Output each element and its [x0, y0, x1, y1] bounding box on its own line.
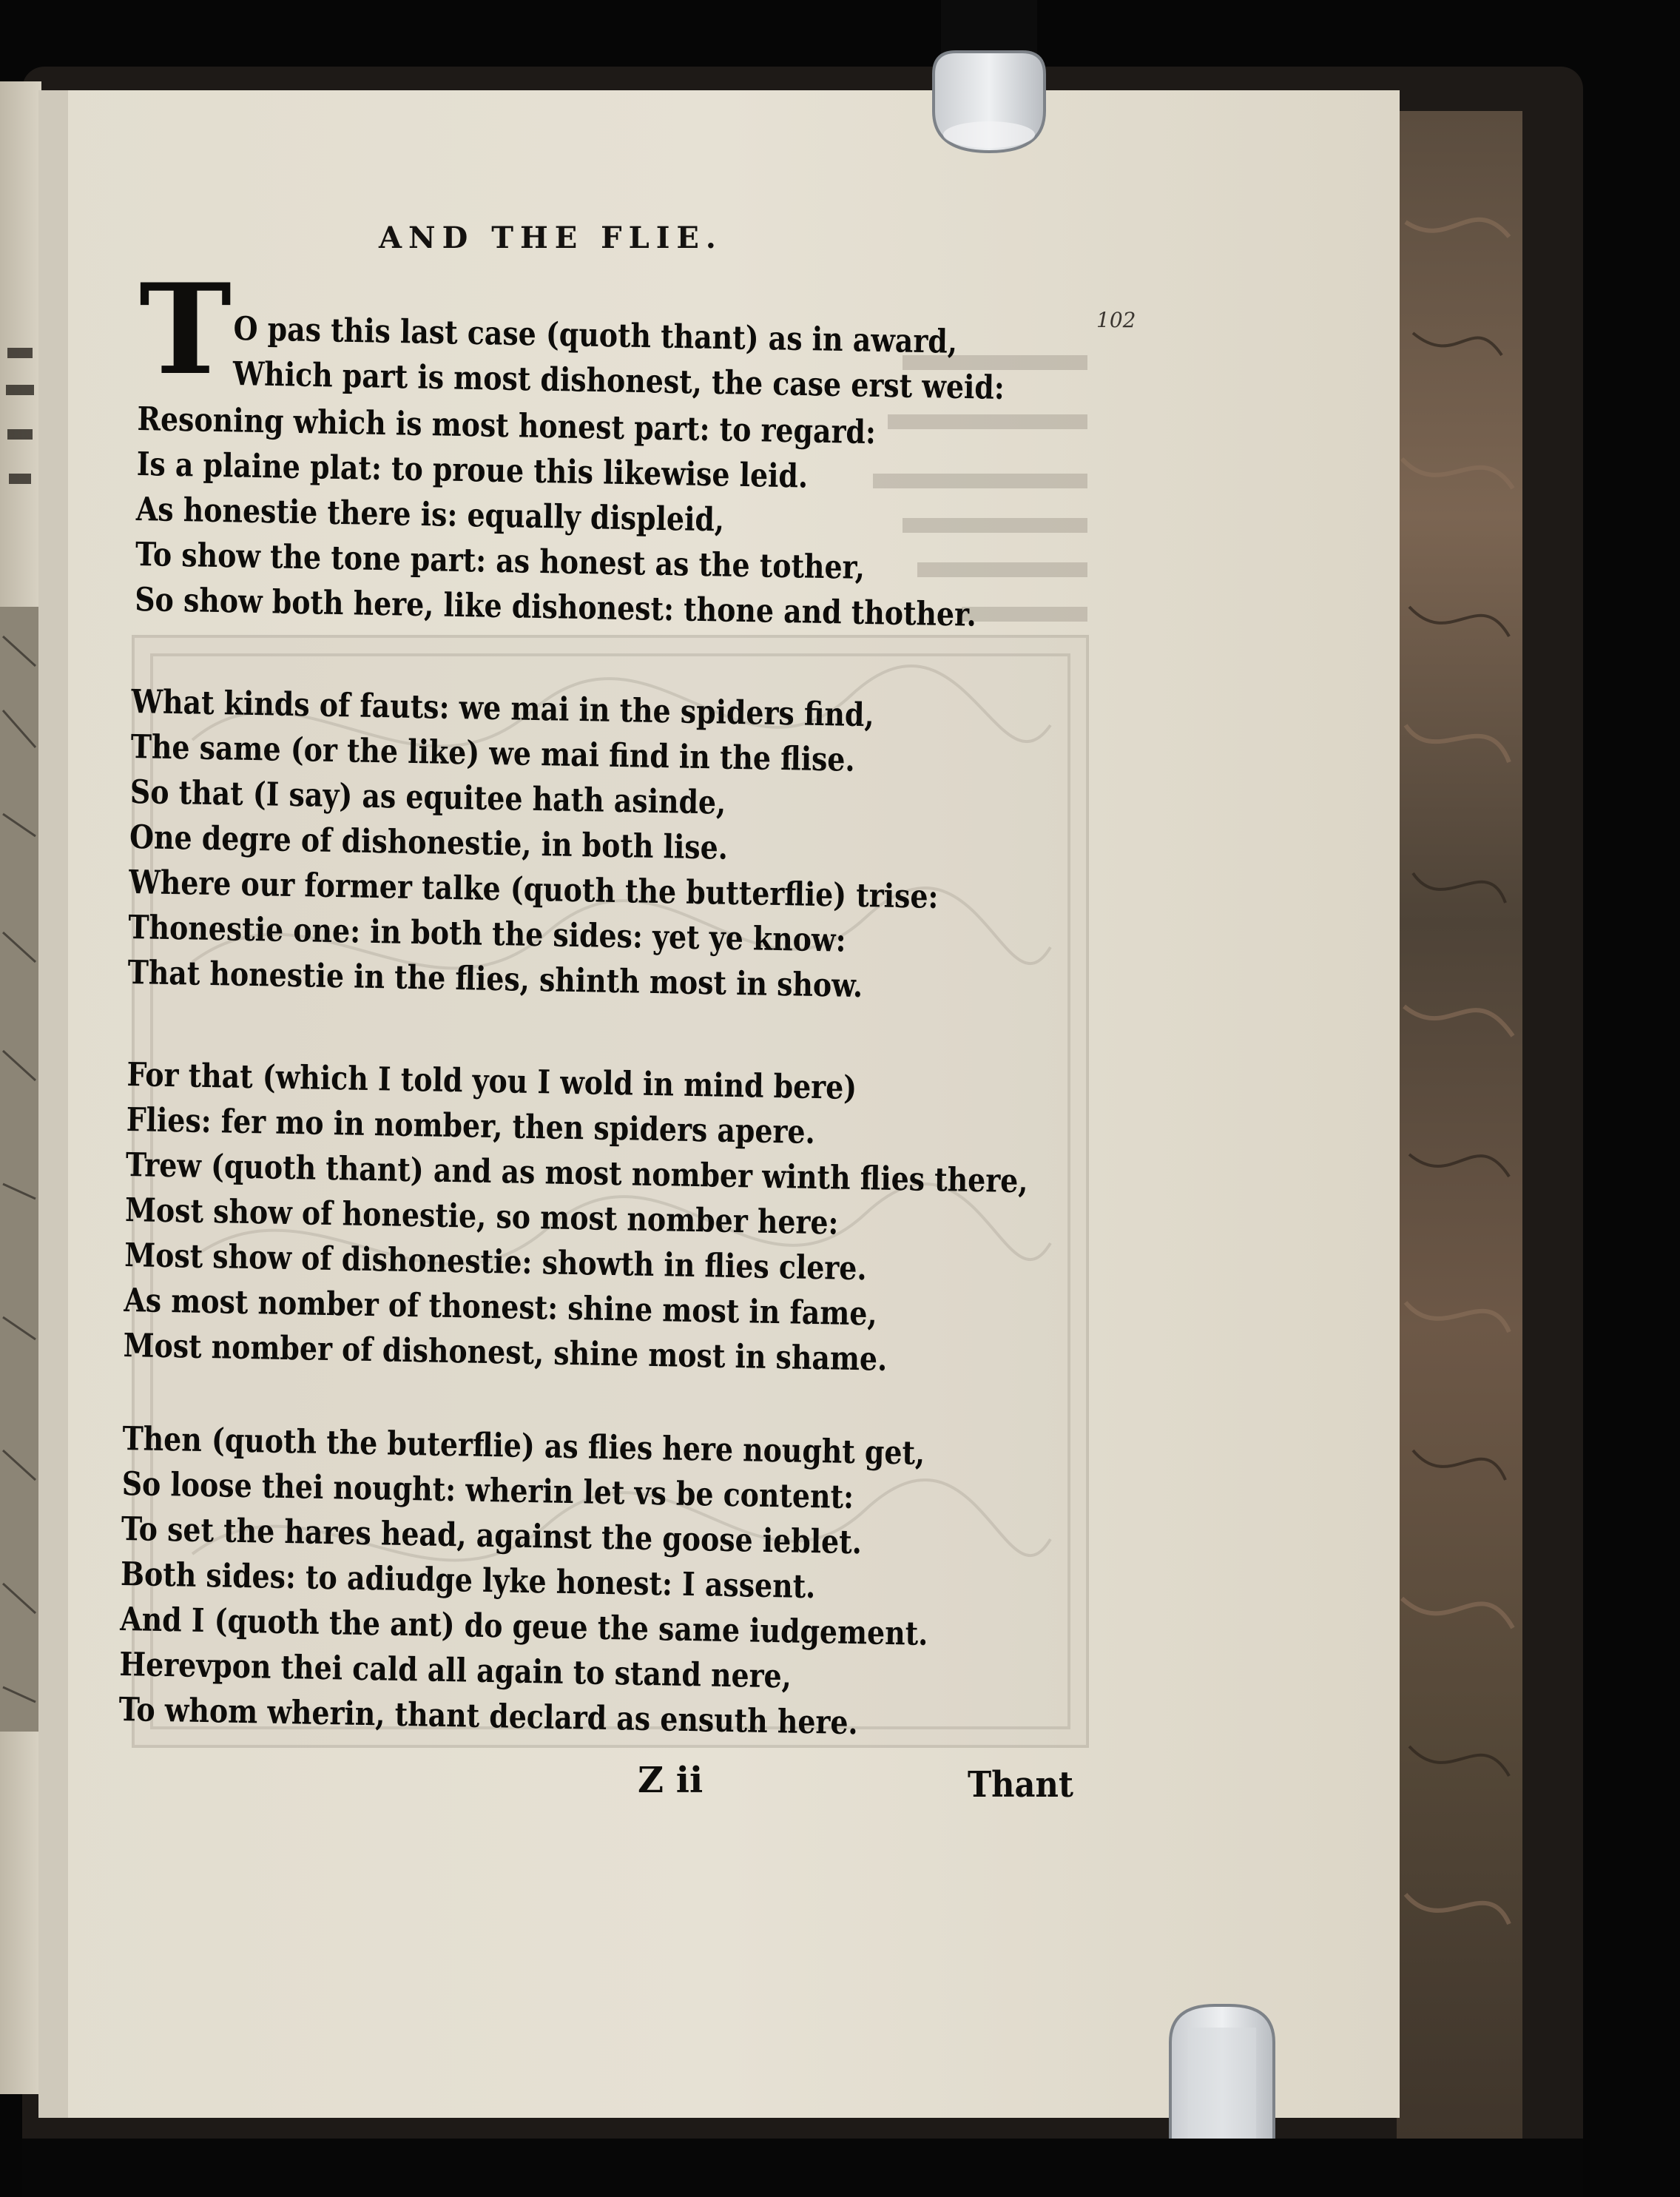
verse-line: So loose thei nought: wherin let vs be content: [121, 1464, 854, 1517]
verse-line: To whom wherin, thant declard as ensuth here. [118, 1690, 859, 1743]
folio-number: 102 [1096, 308, 1136, 332]
stanza-4 [118, 1416, 931, 1747]
stanza-1-opening [232, 306, 1005, 411]
running-head: AND THE FLIE. [379, 221, 723, 255]
verse-line: Thonestie one: in both the sides: yet ye know: [128, 908, 846, 960]
verse-line: To set the hares head, against the goose ieblet. [121, 1510, 863, 1562]
verse-line: Most show of honestie, so most nomber here: [124, 1191, 839, 1242]
stanza-2 [127, 679, 941, 1010]
stanza-1 [135, 397, 979, 638]
catchword: Thant [968, 1764, 1073, 1806]
verse-line: Resoning which is most honest part: to regard: [137, 400, 877, 452]
drop-capital: T [139, 256, 232, 403]
verse-line: To show the tone part: as honest as the tother, [135, 535, 866, 587]
verse-line: Herevpon thei cald all again to stand nere, [119, 1645, 792, 1696]
verse-line: One degre of dishonestie, in both lise. [129, 818, 729, 867]
verse-line: So show both here, like dishonest: thone and thother. [134, 580, 977, 634]
verse-line: Is a plaine plat: to proue this likewise leid. [136, 445, 809, 496]
verse-line: As most nomber of thonest: shine most in fame, [124, 1281, 877, 1333]
verse-line: Trew (quoth thant) and as most nomber winth flies there, [125, 1145, 1028, 1201]
verse-line: Which part is most dishonest, the case erst weid: [232, 354, 1005, 408]
verse-line: Where our former talke (quoth the butterflie) trise: [128, 863, 939, 916]
verse-line: Most nomber of dishonest, shine most in shame. [123, 1326, 888, 1379]
verse-line: That honestie in the flies, shinth most in show. [127, 953, 863, 1006]
verse-line: As honestie there is: equally displeid, [135, 490, 725, 539]
verse-line: Flies: fer mo in nomber, then spiders apere. [126, 1100, 816, 1151]
verse-line: O pas this last case (quoth thant) as in award, [233, 309, 958, 361]
verse-line: Most show of dishonestie: showth in flies clere. [124, 1236, 867, 1288]
verse-line: The same (or the like) we mai find in the flise. [130, 727, 855, 779]
verse-line: For that (which I told you I wold in mind bere) [126, 1055, 857, 1108]
verse-line: And I (quoth the ant) do geue the same iudgement. [119, 1600, 928, 1653]
verse-line: Then (quoth the buterflie) as flies here nought get, [122, 1419, 925, 1473]
signature-mark: Z ii [638, 1760, 704, 1801]
verse-line: Both sides: to adiudge lyke honest: I assent. [120, 1555, 816, 1606]
stanza-3 [123, 1052, 1029, 1385]
verse-line: So that (I say) as equitee hath asinde, [129, 773, 726, 822]
verse-line: What kinds of fauts: we mai in the spiders find, [131, 682, 874, 735]
